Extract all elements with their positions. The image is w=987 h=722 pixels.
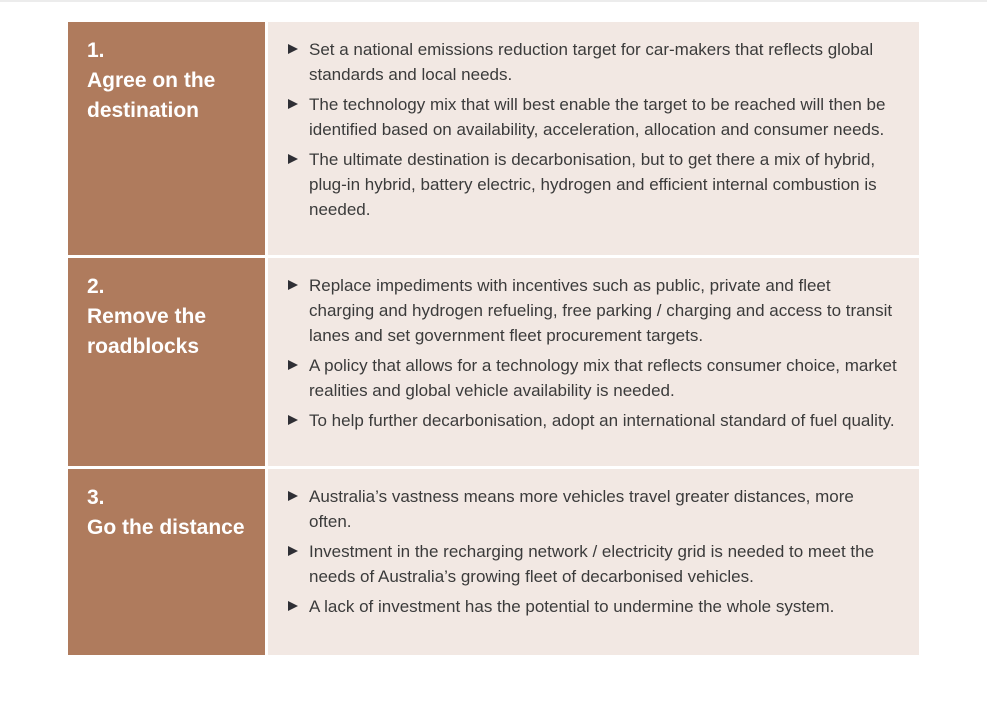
bullet-point xyxy=(288,147,899,222)
bullet-text: A policy that allows for a technology mix that reflects consumer choice, market realities and global vehicle availability is needed. xyxy=(309,356,897,400)
bullet-text: Investment in the recharging network / electricity grid is needed to meet the needs of Australia’s growing fleet of decarbonised vehicles. xyxy=(309,542,875,586)
bullet-point xyxy=(288,408,899,433)
step-row-2 xyxy=(68,258,919,466)
triangle-right-icon xyxy=(288,546,298,556)
bullet-text: Replace impediments with incentives such as public, private and fleet charging and hydrogen refueling, free parking / charging and access to transit lanes and set government fleet procurement targets. xyxy=(309,276,893,345)
step-heading-panel xyxy=(68,258,265,466)
bullet-text: To help further decarbonisation, adopt an international standard of fuel quality. xyxy=(309,411,895,430)
bullet-list xyxy=(288,484,899,619)
bullet-point xyxy=(288,484,899,534)
bullet-text: A lack of investment has the potential to undermine the whole system. xyxy=(309,597,835,616)
bullet-list xyxy=(288,37,899,222)
triangle-right-icon xyxy=(288,99,298,109)
bullet-point xyxy=(288,273,899,348)
step-number: 2. xyxy=(87,275,105,298)
step-heading-panel xyxy=(68,469,265,655)
triangle-right-icon xyxy=(288,491,298,501)
step-title: Agree on the destination xyxy=(87,69,216,122)
bullet-point xyxy=(288,539,899,589)
bullet-point xyxy=(288,353,899,403)
step-row-1 xyxy=(68,22,919,255)
step-title: Go the distance xyxy=(87,516,245,539)
step-points-panel xyxy=(268,22,919,255)
bullet-text: The technology mix that will best enable the target to be reached will then be identified based on availability, acceleration, allocation and consumer needs. xyxy=(309,95,886,139)
page-top-border xyxy=(0,0,987,2)
step-number: 1. xyxy=(87,39,105,62)
triangle-right-icon xyxy=(288,154,298,164)
bullet-text: Set a national emissions reduction target for car-makers that reflects global standards and local needs. xyxy=(309,40,874,84)
step-points-panel xyxy=(268,258,919,466)
bullet-point xyxy=(288,37,899,87)
step-number: 3. xyxy=(87,486,105,509)
bullet-point xyxy=(288,594,899,619)
step-heading-panel xyxy=(68,22,265,255)
step-title: Remove the roadblocks xyxy=(87,305,207,358)
triangle-right-icon xyxy=(288,601,298,611)
step-row-3 xyxy=(68,469,919,655)
bullet-text: The ultimate destination is decarbonisation, but to get there a mix of hybrid, plug-in hybrid, battery electric, hydrogen and efficient internal combustion is needed. xyxy=(309,150,877,219)
bullet-list xyxy=(288,273,899,433)
triangle-right-icon xyxy=(288,415,298,425)
triangle-right-icon xyxy=(288,44,298,54)
bullet-point xyxy=(288,92,899,142)
bullet-text: Australia’s vastness means more vehicles travel greater distances, more often. xyxy=(309,487,854,531)
step-points-panel xyxy=(268,469,919,655)
triangle-right-icon xyxy=(288,360,298,370)
triangle-right-icon xyxy=(288,280,298,290)
